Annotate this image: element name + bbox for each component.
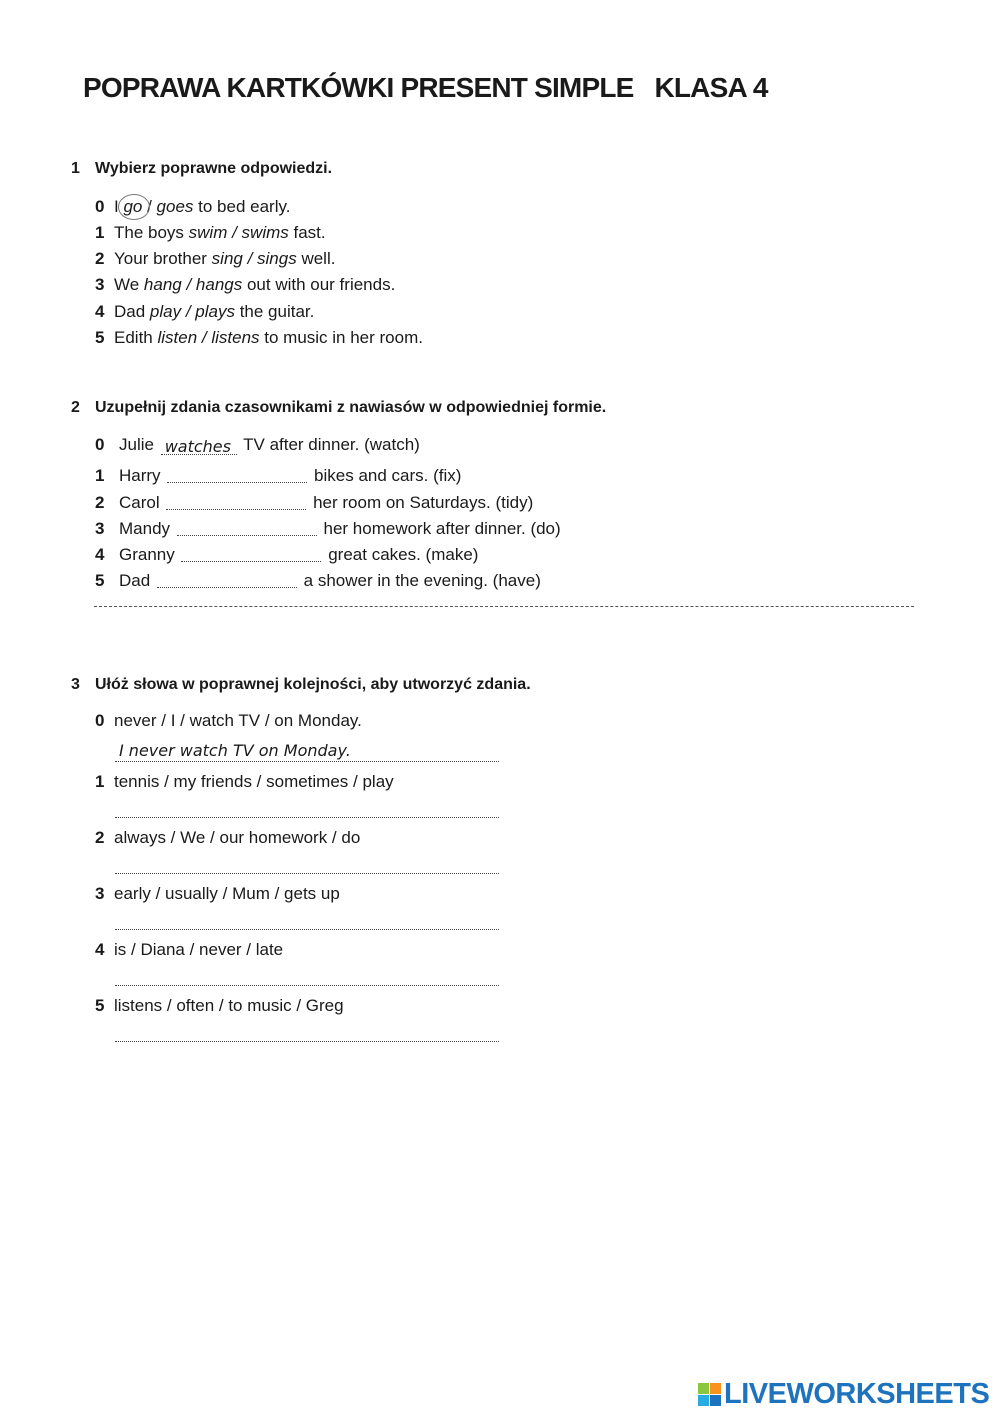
- section-1-heading: [71, 160, 332, 178]
- answer-blank[interactable]: [157, 569, 297, 588]
- option-choice[interactable]: play / plays: [149, 302, 235, 321]
- item-subject: Mandy: [119, 519, 171, 538]
- option-separator: /: [142, 197, 157, 216]
- item-number: 2: [95, 828, 105, 847]
- item-subject: Carol: [119, 493, 160, 512]
- item-number: 2: [95, 249, 105, 268]
- section-number: 2: [71, 399, 80, 416]
- answer-text: [115, 797, 123, 816]
- exercise-3-item-5: [95, 995, 344, 1017]
- item-number: 4: [95, 545, 105, 564]
- exercise-2-item-3: [95, 515, 561, 537]
- answer-text: [115, 909, 123, 928]
- item-text: Your brother: [114, 249, 212, 268]
- scrambled-words: always / We / our homework / do: [114, 828, 361, 847]
- logo-square-icon: [710, 1383, 721, 1394]
- exercise-1-item-4: [95, 301, 314, 323]
- item-number: 1: [95, 772, 105, 791]
- answer-line[interactable]: [115, 907, 499, 930]
- exercise-3-item-1: [95, 771, 394, 793]
- item-number: 3: [95, 519, 105, 538]
- section-number: 1: [71, 160, 80, 177]
- answer-line[interactable]: [115, 1019, 499, 1042]
- answer-text: I never watch TV on Monday.: [119, 741, 351, 760]
- item-text: I: [114, 197, 124, 216]
- exercise-3-item-2: [95, 827, 360, 849]
- item-text: Edith: [114, 328, 158, 347]
- exercise-1-item-1: [95, 222, 326, 244]
- exercise-1-item-5: [95, 327, 423, 349]
- item-subject: Granny: [119, 545, 175, 564]
- section-heading-text: Ułóż słowa w poprawnej kolejności, aby utworzyć zdania.: [95, 676, 531, 693]
- scrambled-words: tennis / my friends / sometimes / play: [114, 772, 394, 791]
- option-choice[interactable]: listen / listens: [157, 328, 260, 347]
- answer-blank[interactable]: [167, 464, 307, 483]
- section-3-heading: [71, 676, 531, 694]
- item-number: 0: [95, 435, 105, 454]
- answer-blank[interactable]: [181, 543, 321, 562]
- exercise-1-item-2: [95, 248, 335, 270]
- answer-line[interactable]: [115, 851, 499, 874]
- answer-line[interactable]: [115, 795, 499, 818]
- item-text: her homework after dinner. (do): [323, 519, 561, 538]
- scrambled-words: never / I / watch TV / on Monday.: [114, 711, 362, 730]
- section-divider: [94, 606, 914, 607]
- section-heading-text: Wybierz poprawne odpowiedzi.: [95, 160, 333, 177]
- item-text: the guitar.: [234, 302, 315, 321]
- option-choice[interactable]: hang / hangs: [143, 275, 243, 294]
- item-text: The boys: [114, 223, 189, 242]
- item-number: 4: [95, 940, 105, 959]
- item-subject: Dad: [119, 571, 151, 590]
- answer-text: [115, 1021, 123, 1040]
- page-title: POPRAWA KARTKÓWKI PRESENT SIMPLE KLASA 4: [83, 72, 768, 103]
- logo-square-icon: [698, 1383, 709, 1394]
- item-number: 0: [95, 197, 105, 216]
- section-number: 3: [71, 676, 80, 693]
- scrambled-words: listens / often / to music / Greg: [114, 996, 344, 1015]
- option-goes[interactable]: goes: [156, 197, 194, 216]
- item-number: 3: [95, 275, 105, 294]
- answer-line[interactable]: [115, 739, 499, 762]
- item-subject: Julie: [119, 435, 154, 454]
- item-number: 2: [95, 493, 105, 512]
- logo-mark-icon: [698, 1383, 721, 1406]
- item-text: Dad: [114, 302, 150, 321]
- logo-square-icon: [710, 1395, 721, 1406]
- answer-text: [115, 853, 123, 872]
- item-text: fast.: [288, 223, 326, 242]
- logo-square-icon: [698, 1395, 709, 1406]
- item-subject: Harry: [119, 466, 161, 485]
- exercise-2-item-2: [95, 489, 533, 511]
- item-text: to bed early.: [193, 197, 291, 216]
- scrambled-words: is / Diana / never / late: [114, 940, 284, 959]
- item-number: 0: [95, 711, 105, 730]
- circled-option-go[interactable]: go: [123, 197, 143, 216]
- item-text: We: [114, 275, 144, 294]
- answer-text: [115, 965, 123, 984]
- section-heading-text: Uzupełnij zdania czasownikami z nawiasów w odpowiedniej formie.: [95, 399, 607, 416]
- scrambled-words: early / usually / Mum / gets up: [114, 884, 340, 903]
- exercise-3-item-3: [95, 883, 340, 905]
- item-number: 5: [95, 996, 105, 1015]
- option-choice[interactable]: sing / sings: [211, 249, 297, 268]
- exercise-2-item-5: [95, 567, 541, 589]
- item-text: bikes and cars. (fix): [314, 466, 462, 485]
- exercise-3-item-0: [95, 710, 362, 732]
- answer-blank[interactable]: watches: [161, 436, 237, 455]
- exercise-2-item-1: [95, 462, 461, 484]
- logo-text: LIVEWORKSHEETS: [724, 1377, 990, 1410]
- answer-line[interactable]: [115, 963, 499, 986]
- item-number: 1: [95, 466, 105, 485]
- answer-blank[interactable]: [177, 517, 317, 536]
- item-text: her room on Saturdays. (tidy): [313, 493, 534, 512]
- exercise-3-item-4: [95, 939, 283, 961]
- option-choice[interactable]: swim / swims: [188, 223, 289, 242]
- item-number: 4: [95, 302, 105, 321]
- item-number: 5: [95, 328, 105, 347]
- item-text: out with our friends.: [242, 275, 396, 294]
- item-number: 1: [95, 223, 105, 242]
- item-number: 3: [95, 884, 105, 903]
- answer-blank[interactable]: [166, 491, 306, 510]
- item-text: to music in her room.: [259, 328, 423, 347]
- item-text: great cakes. (make): [328, 545, 479, 564]
- liveworksheets-logo: [698, 1377, 989, 1411]
- item-text: TV after dinner. (watch): [243, 435, 420, 454]
- item-number: 5: [95, 571, 105, 590]
- exercise-1-item-3: [95, 274, 395, 296]
- exercise-2-item-0: [95, 434, 420, 456]
- item-text: a shower in the evening. (have): [303, 571, 541, 590]
- exercise-2-item-4: [95, 541, 478, 563]
- exercise-1-item-0: [95, 196, 290, 218]
- section-2-heading: [71, 399, 606, 417]
- item-text: well.: [296, 249, 336, 268]
